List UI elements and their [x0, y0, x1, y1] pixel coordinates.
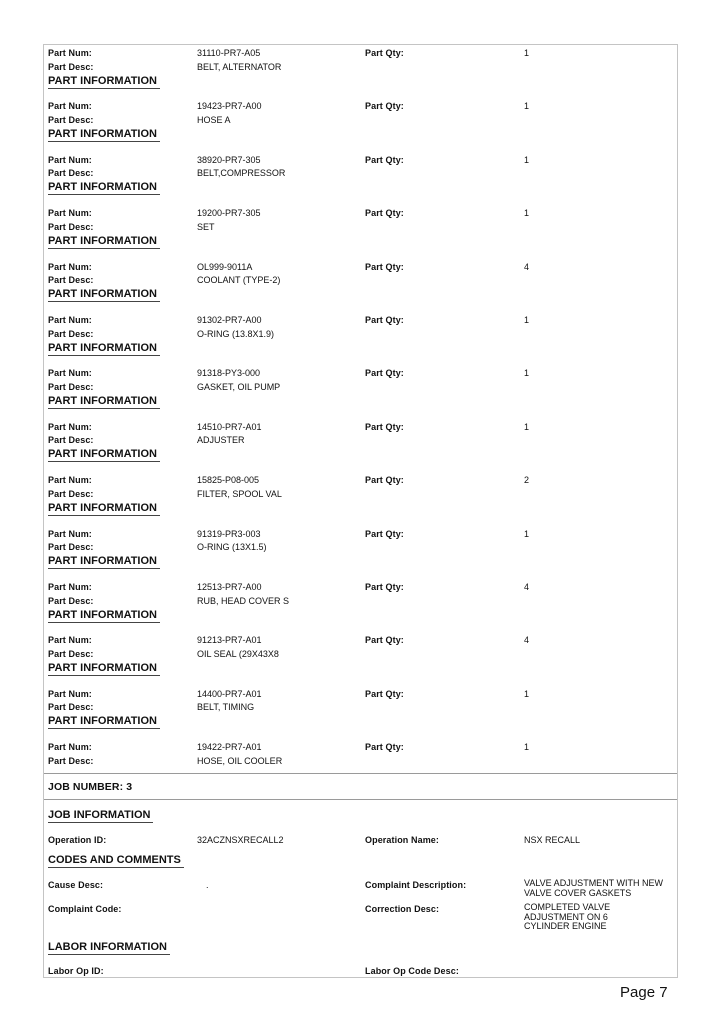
- part-num-label: Part Num:: [48, 101, 92, 112]
- part-num-label: Part Num:: [48, 208, 92, 219]
- part-information-heading: PART INFORMATION: [48, 235, 160, 249]
- part-num-label: Part Num:: [48, 635, 92, 646]
- complaint-description-label: Complaint Description:: [365, 880, 467, 890]
- part-desc-label: Part Desc:: [48, 381, 94, 392]
- part-desc-label: Part Desc:: [48, 702, 94, 713]
- part-desc-value: SET: [197, 221, 215, 232]
- part-information-heading: PART INFORMATION: [48, 502, 160, 516]
- part-desc-value: BELT, TIMING: [197, 702, 255, 713]
- part-qty-label: Part Qty:: [365, 421, 404, 432]
- part-qty-value: 1: [524, 528, 530, 539]
- operation-name-value: NSX RECALL: [524, 835, 581, 845]
- operation-id-label: Operation ID:: [48, 835, 107, 845]
- complaint-code-label: Complaint Code:: [48, 904, 122, 914]
- part-qty-value: 4: [524, 261, 530, 272]
- part-desc-value: O-RING (13X1.5): [197, 542, 267, 553]
- job-number: JOB NUMBER: 3: [48, 781, 133, 793]
- part-qty-value: 1: [524, 208, 530, 219]
- page-number: Page 7: [620, 984, 668, 1001]
- part-qty-value: 1: [524, 154, 530, 165]
- part-qty-label: Part Qty:: [365, 582, 404, 592]
- part-qty-value: 1: [524, 101, 530, 112]
- part-information-heading: PART INFORMATION: [48, 288, 160, 302]
- part-num-value: 19422-PR7-A01: [197, 742, 262, 753]
- part-desc-value: O-RING (13.8X1.9): [197, 328, 275, 339]
- part-qty-label: Part Qty:: [365, 208, 404, 219]
- part-qty-value: 4: [524, 582, 530, 592]
- part-num-label: Part Num:: [48, 368, 92, 379]
- part-desc-value: GASKET, OIL PUMP: [197, 381, 281, 392]
- part-num-label: Part Num:: [48, 315, 92, 325]
- part-num-value: 14510-PR7-A01: [197, 421, 262, 432]
- part-num-value: 15825-P08-005: [197, 475, 260, 486]
- part-num-label: Part Num:: [48, 154, 92, 165]
- operation-id-value: 32ACZNSXRECALL2: [197, 835, 284, 845]
- part-num-value: 38920-PR7-305: [197, 154, 261, 165]
- part-desc-value: BELT, ALTERNATOR: [197, 61, 282, 72]
- codes-and-comments-heading: CODES AND COMMENTS: [48, 854, 184, 868]
- part-qty-value: 4: [524, 635, 530, 646]
- part-desc-label: Part Desc:: [48, 435, 94, 446]
- part-num-label: Part Num:: [48, 582, 92, 592]
- part-desc-value: BELT,COMPRESSOR: [197, 168, 286, 179]
- part-desc-label: Part Desc:: [48, 328, 94, 339]
- part-qty-value: 2: [524, 475, 530, 486]
- part-desc-label: Part Desc:: [48, 595, 94, 606]
- correction-desc-value: COMPLETED VALVE ADJUSTMENT ON 6 CYLINDER ENGINE: [524, 902, 611, 931]
- part-desc-label: Part Desc:: [48, 114, 94, 125]
- part-desc-label: Part Desc:: [48, 61, 94, 72]
- part-num-label: Part Num:: [48, 421, 92, 432]
- report-box: [43, 44, 678, 978]
- part-desc-label: Part Desc:: [48, 755, 94, 766]
- part-num-value: 14400-PR7-A01: [197, 688, 262, 699]
- part-num-value: 91302-PR7-A00: [197, 315, 262, 325]
- part-qty-label: Part Qty:: [365, 48, 404, 58]
- part-num-label: Part Num:: [48, 261, 92, 272]
- part-qty-label: Part Qty:: [365, 688, 404, 699]
- part-num-label: Part Num:: [48, 688, 92, 699]
- part-num-value: 91318-PY3-000: [197, 368, 261, 379]
- part-qty-label: Part Qty:: [365, 368, 404, 379]
- part-num-label: Part Num:: [48, 48, 92, 58]
- part-desc-label: Part Desc:: [48, 488, 94, 499]
- part-information-heading: PART INFORMATION: [48, 342, 160, 356]
- part-information-heading: PART INFORMATION: [48, 128, 160, 142]
- part-desc-value: HOSE A: [197, 114, 231, 125]
- part-information-heading: PART INFORMATION: [48, 609, 160, 623]
- labor-op-id-label: Labor Op ID:: [48, 966, 104, 976]
- part-num-value: OL999-9011A: [197, 261, 253, 272]
- part-desc-label: Part Desc:: [48, 168, 94, 179]
- part-qty-value: 1: [524, 688, 530, 699]
- cause-desc-label: Cause Desc:: [48, 880, 104, 890]
- part-information-heading: PART INFORMATION: [48, 75, 160, 89]
- part-qty-label: Part Qty:: [365, 101, 404, 112]
- part-information-heading: PART INFORMATION: [48, 395, 160, 409]
- part-qty-label: Part Qty:: [365, 742, 404, 753]
- complaint-description-value: VALVE ADJUSTMENT WITH NEW VALVE COVER GASKETS: [524, 878, 664, 898]
- labor-information-heading: LABOR INFORMATION: [48, 941, 170, 955]
- part-desc-value: ADJUSTER: [197, 435, 245, 446]
- part-num-value: 91319-PR3-003: [197, 528, 261, 539]
- part-qty-value: 1: [524, 421, 530, 432]
- part-num-value: 91213-PR7-A01: [197, 635, 262, 646]
- part-information-heading: PART INFORMATION: [48, 555, 160, 569]
- part-information-heading: PART INFORMATION: [48, 181, 160, 195]
- divider: [44, 773, 677, 774]
- labor-op-code-desc-label: Labor Op Code Desc:: [365, 966, 459, 976]
- part-desc-value: HOSE, OIL COOLER: [197, 755, 283, 766]
- part-num-value: 12513-PR7-A00: [197, 582, 262, 592]
- part-desc-value: OIL SEAL (29X43X8: [197, 648, 279, 659]
- part-desc-value: FILTER, SPOOL VAL: [197, 488, 282, 499]
- part-qty-label: Part Qty:: [365, 635, 404, 646]
- part-qty-label: Part Qty:: [365, 154, 404, 165]
- part-information-heading: PART INFORMATION: [48, 662, 160, 676]
- part-qty-value: 1: [524, 368, 530, 379]
- part-num-label: Part Num:: [48, 742, 92, 753]
- cause-desc-value: .: [206, 880, 209, 890]
- part-qty-label: Part Qty:: [365, 315, 404, 325]
- part-desc-value: RUB, HEAD COVER S: [197, 595, 290, 606]
- part-qty-value: 1: [524, 315, 530, 325]
- job-information-heading: JOB INFORMATION: [48, 809, 153, 823]
- part-qty-label: Part Qty:: [365, 475, 404, 486]
- part-information-heading: PART INFORMATION: [48, 448, 160, 462]
- part-num-value: 19423-PR7-A00: [197, 101, 262, 112]
- correction-desc-label: Correction Desc:: [365, 904, 440, 914]
- part-information-heading: PART INFORMATION: [48, 715, 160, 729]
- part-num-value: 31110-PR7-A05: [197, 48, 261, 58]
- part-desc-label: Part Desc:: [48, 221, 94, 232]
- operation-name-label: Operation Name:: [365, 835, 440, 845]
- part-num-label: Part Num:: [48, 475, 92, 486]
- part-num-label: Part Num:: [48, 528, 92, 539]
- part-desc-label: Part Desc:: [48, 648, 94, 659]
- part-qty-value: 1: [524, 48, 530, 58]
- part-num-value: 19200-PR7-305: [197, 208, 261, 219]
- part-qty-label: Part Qty:: [365, 528, 404, 539]
- part-desc-label: Part Desc:: [48, 275, 94, 286]
- divider: [44, 799, 677, 800]
- part-desc-value: COOLANT (TYPE-2): [197, 275, 281, 286]
- part-qty-value: 1: [524, 742, 530, 753]
- part-desc-label: Part Desc:: [48, 542, 94, 553]
- part-qty-label: Part Qty:: [365, 261, 404, 272]
